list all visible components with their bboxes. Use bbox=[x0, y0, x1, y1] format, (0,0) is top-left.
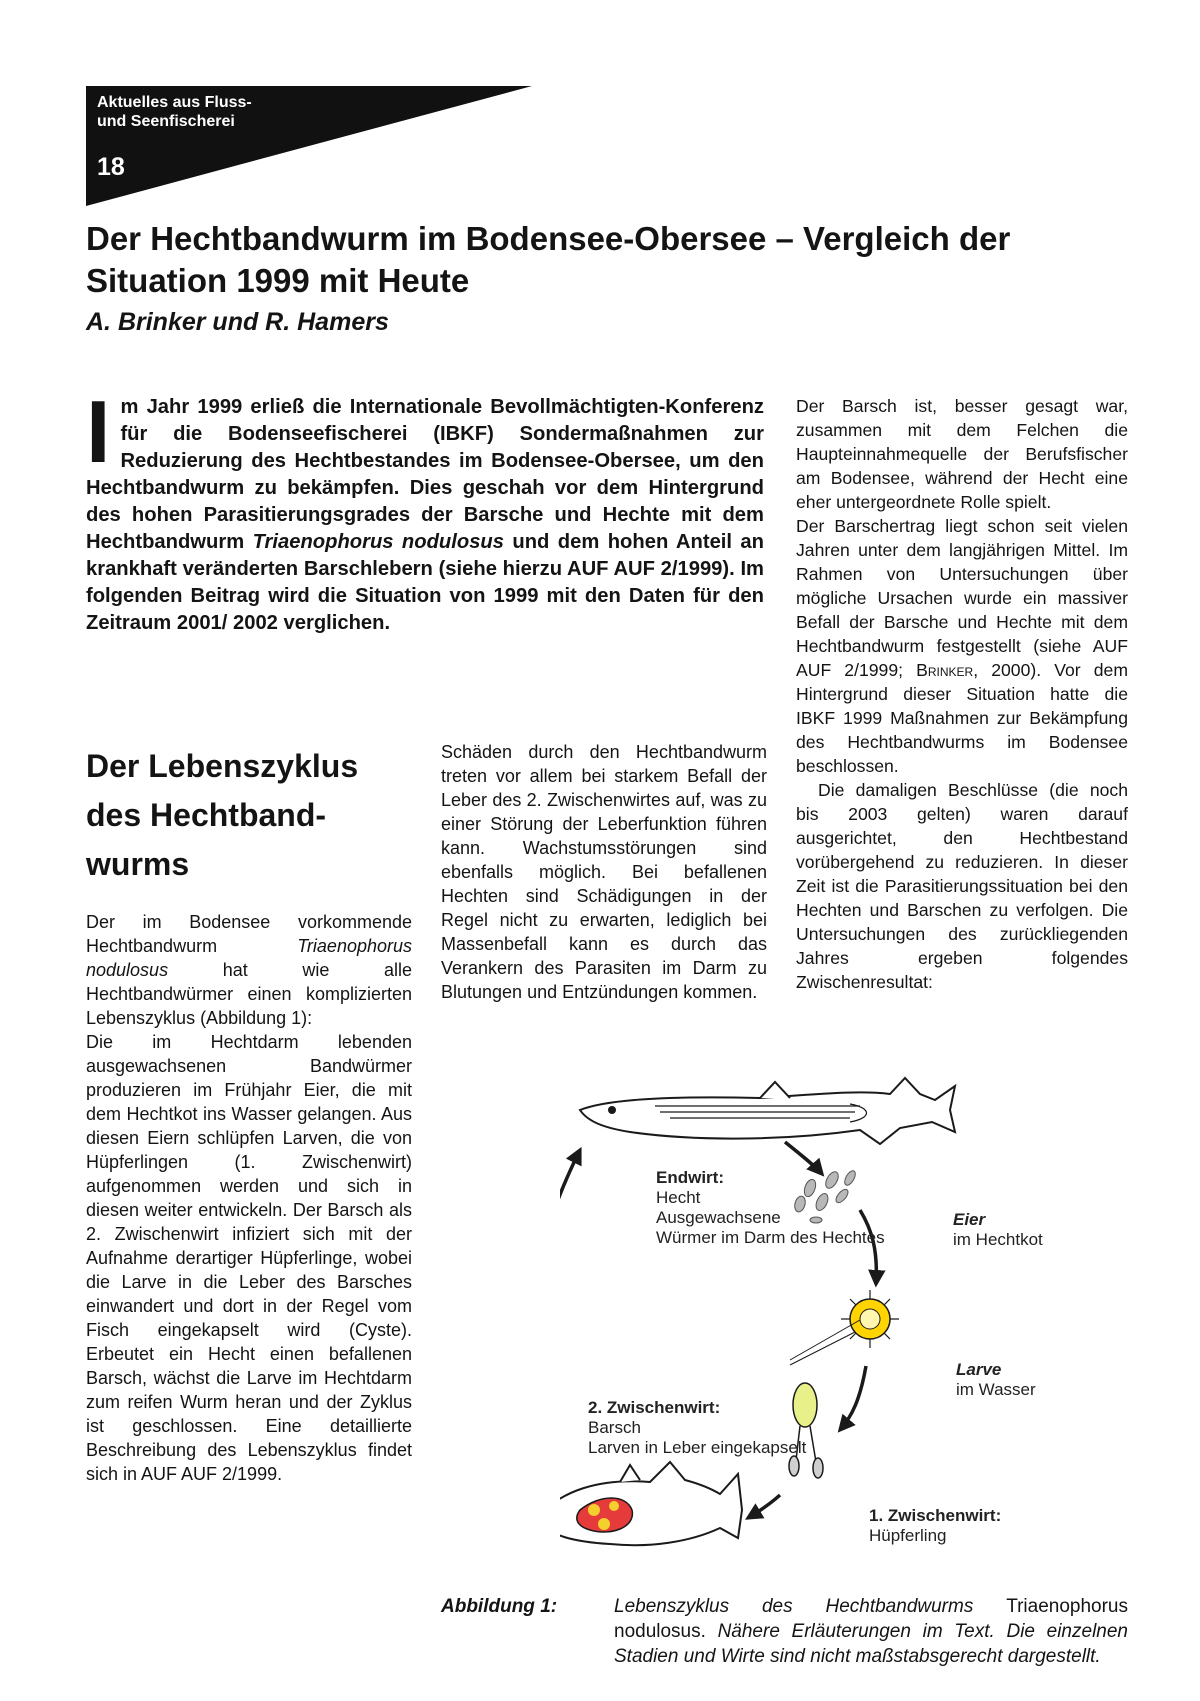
zw2-line1: Barsch bbox=[588, 1418, 641, 1437]
lead-species: Triaenophorus nodulosus bbox=[252, 531, 504, 553]
figure-caption-label: Abbildung 1: bbox=[441, 1596, 558, 1617]
lead-text-2: und dem hohen Anteil an krankhaft veränderten Barschlebern (siehe hierzu AUF AUF 2/1999). Im folgenden Beitrag wird die Situation von 1999 mit den Daten für den Zeitraum 2001/ 2002 verglichen. bbox=[86, 531, 764, 634]
caption-text-2: Nähere Erläuterungen im Text. Die einzelnen Stadien und Wirte sind nicht maßstabsgerecht dargestellt. bbox=[614, 1621, 1128, 1667]
middle-paragraph-1: Schäden durch den Hechtbandwurm treten vor allem bei starkem Befall der Leber des 2. Zwischenwirtes auf, was zu einer Störung der Leberfunktion führen kann. Wachstumsstörungen sind ebenfalls möglich. Bei befallenen Hechten sind Schädigungen in der Regel nicht zu erwarten, lediglich bei Massenbefall kann es durch das Verankern des Parasiten im Darm zu Blutungen und Entzündungen kommen. bbox=[441, 742, 767, 1002]
eier-sub: im Hechtkot bbox=[953, 1230, 1043, 1249]
larva-sun-icon bbox=[841, 1290, 899, 1348]
figure-caption bbox=[614, 1594, 1128, 1669]
endwirt-line3: Würmer im Darm des Hechtes bbox=[656, 1228, 885, 1247]
pike-fish-icon bbox=[580, 1078, 955, 1144]
left-paragraph-2: Die im Hechtdarm lebenden ausgewachsenen Bandwürmer produzieren im Frühjahr Eier, die mit dem Hechtkot ins Wasser gelangen. Aus diesen Eiern schlüpfen Larven, die von Hüpferlingen (1. Zwischenwirt) aufgenommen werden und sich in diesen weiter entwickeln. Der Barsch als 2. Zwischenwirt infiziert sich mit der Aufnahme derartiger Hüpferlinge, wobei die Larve in die Leber des Barsches einwandert und dort in der Regel vom Fisch eingekapselt wird (Cyste). Erbeutet ein Hecht einen befallenen Barsch, wächst die Larve im Hechtdarm zum reifen Wurm heran und der Zyklus ist geschlossen. Eine detaillierte Beschreibung des Lebenszyklus findet sich in AUF AUF 2/1999. bbox=[86, 1032, 412, 1484]
lead-text-1: m Jahr 1999 erließ die Internationale Bevollmächtigten-Konferenz für die Bodenseefischerei (IBKF) Sondermaßnahmen zur Reduzierung des Hechtbestandes im Bodensee-Obersee, um den Hechtbandwurm zu bekämpfen. Dies geschah vor dem Hintergrund des hohen Parasitierungsgrades der Barsche und Hechte mit dem Hechtbandwurm bbox=[86, 396, 764, 553]
zw2-line2: Larven in Leber eingekapselt bbox=[588, 1438, 807, 1457]
section-label-line1: Aktuelles aus Fluss- bbox=[97, 94, 252, 111]
page-number: 18 bbox=[97, 153, 125, 181]
section-label-line2: und Seenfischerei bbox=[97, 113, 235, 130]
lead-paragraph bbox=[86, 382, 764, 637]
left-column bbox=[86, 910, 412, 1486]
label-endwirt bbox=[656, 1168, 906, 1248]
zw1-title: 1. Zwischenwirt: bbox=[869, 1506, 1002, 1525]
zw2-title: 2. Zwischenwirt: bbox=[588, 1398, 721, 1417]
right-column bbox=[796, 394, 1128, 994]
endwirt-line2: Ausgewachsene bbox=[656, 1208, 781, 1227]
left-p1-text-2: hat wie alle Hechtbandwürmer einen komplizierten Lebenszyklus (Abbildung 1): bbox=[86, 960, 412, 1028]
right-p2-text-2: , 2000). Vor dem Hintergrund dieser Situation hatte die IBKF 1999 Maßnahmen zur Bekämpfung des Hechtbandwurms im Bodensee beschlossen. bbox=[796, 660, 1128, 776]
caption-species: Triaenophorus nodulosus. bbox=[614, 1596, 1128, 1642]
label-zwischenwirt-2 bbox=[588, 1398, 838, 1458]
eier-title: Eier bbox=[953, 1210, 986, 1229]
right-p2-text-1: Der Barschertrag liegt schon seit vielen Jahren unter dem langjährigen Mittel. Im Rahmen von Untersuchungen über mögliche Ursachen wurde ein massiver Befall der Barsche und Hechte mit dem Hechtbandwurm festgestellt (siehe AUF AUF 2/1999; bbox=[796, 516, 1128, 680]
endwirt-line1: Hecht bbox=[656, 1188, 701, 1207]
right-paragraph-1: Der Barsch ist, besser gesagt war, zusammen mit dem Felchen die Haupteinnahmequelle der Berufsfischer am Bodensee, während der Hecht eine eher untergeordnete Rolle spielt. bbox=[796, 396, 1128, 512]
left-p1-text-1: Der im Bodensee vorkommende Hechtbandwurm bbox=[86, 912, 412, 956]
arrow-copepod-to-perch bbox=[748, 1495, 780, 1518]
lifecycle-figure bbox=[560, 1070, 1160, 1590]
right-paragraph-3: Die damaligen Beschlüsse (die noch bis 2003 gelten) waren darauf ausgerichtet, den Hechtbestand vorübergehend zu reduzieren. In dieser Zeit ist die Parasitierungssituation bei den Hechten und Barschen zu verfolgen. Die Untersuchungen des zurückliegenden Jahres ergeben folgendes Zwischenresultat: bbox=[796, 780, 1128, 992]
lifecycle-diagram bbox=[560, 1070, 1160, 1590]
label-eier bbox=[953, 1210, 1043, 1250]
endwirt-title: Endwirt: bbox=[656, 1168, 724, 1187]
drop-cap: I bbox=[86, 382, 111, 481]
section-label bbox=[97, 93, 327, 131]
right-paragraph-2 bbox=[796, 514, 1128, 778]
citation-author: Brinker bbox=[916, 660, 974, 680]
arrow-perch-to-pike bbox=[560, 1150, 580, 1478]
article-authors: A. Brinker und R. Hamers bbox=[86, 308, 389, 336]
section-heading: Der Lebenszyklus des Hechtband-wurms bbox=[86, 748, 359, 882]
label-zwischenwirt-1 bbox=[869, 1506, 1001, 1546]
left-p1-species: Triaenophorus nodulosus bbox=[86, 936, 412, 980]
article-title: Der Hechtbandwurm im Bodensee-Obersee – Vergleich der Situation 1999 mit Heute bbox=[86, 220, 1011, 299]
middle-column bbox=[441, 740, 767, 1004]
perch-fish-icon bbox=[560, 1462, 742, 1545]
left-paragraph-1 bbox=[86, 910, 412, 1030]
label-larve bbox=[956, 1360, 1036, 1400]
larve-sub: im Wasser bbox=[956, 1380, 1036, 1399]
arrow-larva-to-copepod bbox=[840, 1366, 866, 1430]
caption-text-1: Lebenszyklus des Hechtbandwurms bbox=[614, 1596, 1007, 1617]
zw1-line1: Hüpferling bbox=[869, 1526, 947, 1545]
larve-title: Larve bbox=[956, 1360, 1002, 1379]
